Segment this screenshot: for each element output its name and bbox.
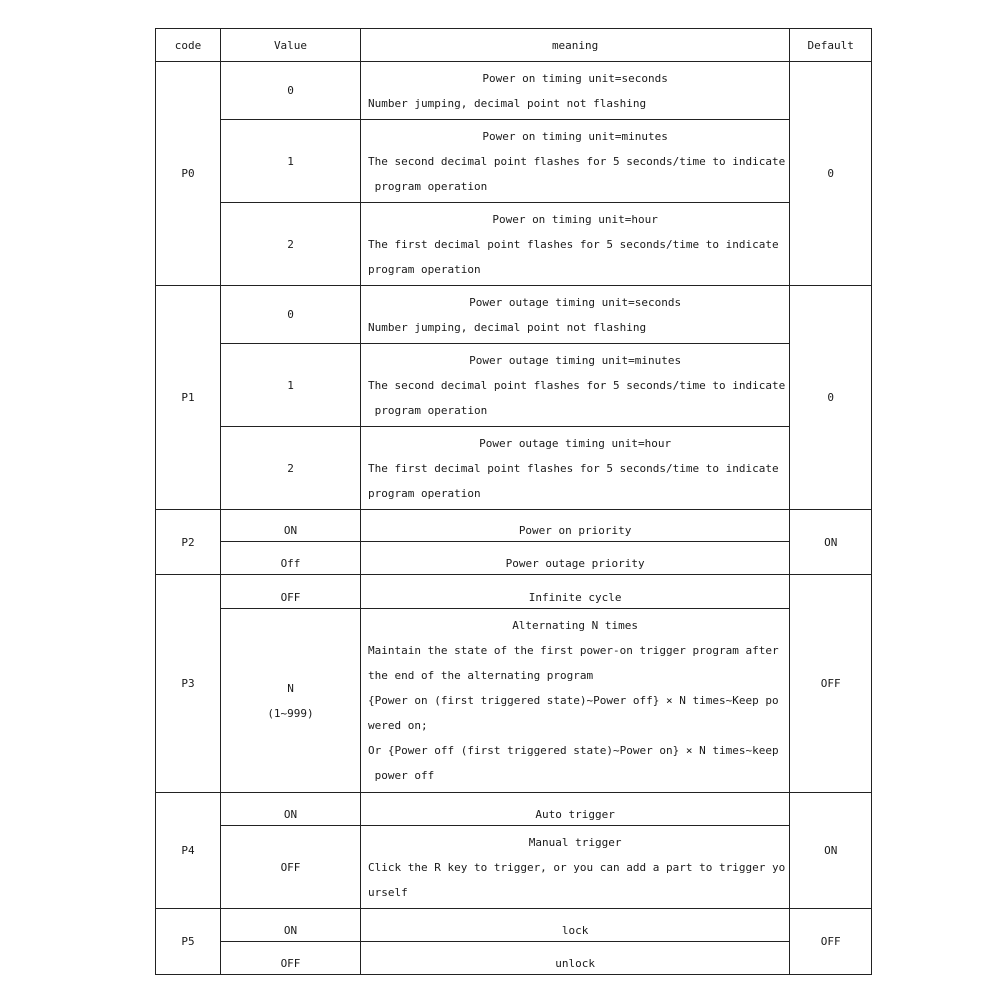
param-row [156,609,872,793]
param-value [221,575,361,609]
param-default: 0 [790,62,872,286]
param-value-text: Off [280,557,301,570]
param-value-text: N [287,681,294,695]
param-code: P1 [156,286,221,510]
param-meaning [361,575,790,609]
meaning-line: The second decimal point flashes for 5 seconds/time to indicate [368,378,786,392]
param-code: P2 [156,510,221,575]
meaning-title: Power on timing unit=hour [492,212,658,226]
param-meaning [361,542,790,575]
param-value [221,510,361,542]
param-value [221,203,361,286]
param-meaning [361,427,790,510]
param-code: P3 [156,575,221,793]
meaning-title: unlock [555,957,595,970]
param-value [221,609,361,793]
meaning-line: The first decimal point flashes for 5 seconds/time to indicate [368,461,779,475]
param-meaning [361,942,790,975]
param-value [221,344,361,427]
meaning-line: program operation [368,262,481,276]
parameter-table [155,28,872,975]
param-row [156,120,872,203]
param-value [221,542,361,575]
param-value [221,793,361,826]
param-default: 0 [790,286,872,510]
param-meaning [361,344,790,427]
param-value-text: OFF [280,957,301,970]
param-value [221,62,361,120]
param-row [156,826,872,909]
meaning-line: urself [368,885,408,899]
meaning-title: Power on timing unit=minutes [482,129,668,143]
param-value-text: ON [283,924,298,937]
meaning-line: the end of the alternating program [368,669,594,682]
param-row [156,909,872,942]
meaning-line: {Power on (first triggered state)~Power off} × N times~Keep po [368,694,779,707]
meaning-line: Click the R key to trigger, or you can add a part to trigger yo [368,860,786,874]
param-default: OFF [790,909,872,975]
meaning-title: Auto trigger [535,808,615,821]
param-row [156,62,872,120]
header-meaning: meaning [361,29,790,62]
param-default: ON [790,510,872,575]
param-value-text: 0 [287,84,294,97]
param-value-text: ON [283,808,298,821]
param-value [221,427,361,510]
meaning-line: program operation [368,486,481,500]
param-meaning [361,62,790,120]
param-meaning [361,793,790,826]
meaning-line: Or {Power off (first triggered state)~Power on} × N times~keep [368,744,779,757]
param-value-text: ON [283,524,298,537]
header-code: code [156,29,221,62]
param-value [221,286,361,344]
param-row [156,942,872,975]
meaning-title: Power on priority [518,524,632,537]
param-meaning [361,120,790,203]
param-value-text: 2 [287,461,294,475]
meaning-line: program operation [368,179,488,193]
meaning-line: program operation [368,403,488,417]
meaning-title: Power outage timing unit=minutes [469,353,682,367]
param-row [156,793,872,826]
param-value-text: 1 [287,154,294,168]
param-code: P4 [156,793,221,909]
param-meaning [361,909,790,942]
param-value-range: (1~999) [267,706,314,720]
param-code: P5 [156,909,221,975]
meaning-line: Number jumping, decimal point not flashing [368,96,647,110]
param-value-text: OFF [280,591,301,604]
header-row [156,29,872,62]
param-value-text: 1 [287,378,294,392]
meaning-title: Power outage timing unit=hour [479,436,672,450]
param-row [156,286,872,344]
param-meaning [361,510,790,542]
param-default: ON [790,793,872,909]
param-value [221,120,361,203]
meaning-title: Power on timing unit=seconds [482,71,668,85]
param-meaning [361,609,790,793]
meaning-title: Power outage timing unit=seconds [469,295,682,309]
param-meaning [361,286,790,344]
meaning-title: Alternating N times [512,619,639,632]
meaning-title: Power outage priority [505,557,645,570]
param-row [156,575,872,609]
meaning-line: power off [368,769,435,782]
meaning-line: The second decimal point flashes for 5 seconds/time to indicate [368,154,786,168]
meaning-title: Manual trigger [528,835,622,849]
param-row [156,427,872,510]
meaning-title: lock [561,924,589,937]
meaning-title: Infinite cycle [528,591,622,604]
meaning-line: The first decimal point flashes for 5 seconds/time to indicate [368,237,779,251]
param-meaning [361,826,790,909]
param-value-text: OFF [280,860,301,874]
meaning-line: Maintain the state of the first power-on trigger program after [368,644,779,657]
param-value [221,909,361,942]
param-meaning [361,203,790,286]
param-value-text: 0 [287,308,294,321]
param-row [156,344,872,427]
param-row [156,542,872,575]
meaning-line: wered on; [368,719,428,732]
param-code: P0 [156,62,221,286]
meaning-line: Number jumping, decimal point not flashing [368,320,647,334]
param-row [156,203,872,286]
param-value [221,942,361,975]
param-value-text: 2 [287,237,294,251]
header-default: Default [790,29,872,62]
param-row [156,510,872,542]
param-default: OFF [790,575,872,793]
header-value: Value [221,29,361,62]
param-value [221,826,361,909]
